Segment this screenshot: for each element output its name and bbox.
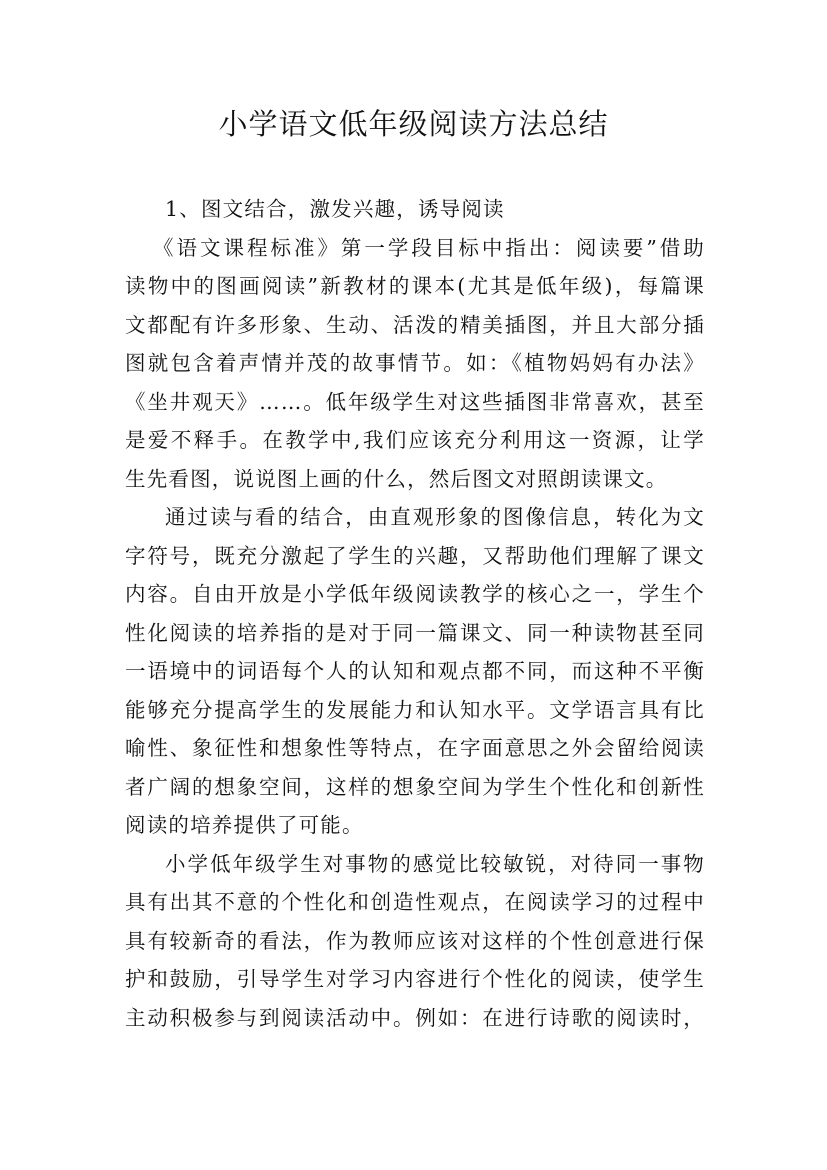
section-heading: 1、图文结合，激发兴趣，诱导阅读: [165, 197, 505, 221]
paragraph-line: 主动积极参与到阅读活动中。例如：在进行诗歌的阅读时，: [125, 1005, 705, 1030]
paragraph-line: 具有出其不意的个性化和创造性观点，在阅读学习的过程中: [125, 890, 705, 914]
paragraph-line: 阅读的培养提供了可能。: [125, 813, 364, 837]
document-body: [125, 190, 705, 1037]
paragraph-line: 图就包含着声情并茂的故事情节。如：《植物妈妈有办法》: [125, 351, 705, 375]
paragraph-line: 一语境中的词语每个人的认知和观点都不同，而这种不平衡: [125, 659, 705, 683]
paragraph-line: 《坐井观天》……。低年级学生对这些插图非常喜欢，甚至: [125, 389, 705, 414]
paragraph-line: 是爱不释手。在教学中,我们应该充分利用这一资源，让学: [125, 428, 705, 452]
paragraph-line: 者广阔的想象空间，这样的想象空间为学生个性化和创新性: [125, 774, 705, 799]
document-title: 小学语文低年级阅读方法总结: [218, 107, 609, 141]
paragraph-line: 护和鼓励，引导学生对学习内容进行个性化的阅读，使学生: [125, 967, 705, 991]
paragraph-line: 能够充分提高学生的发展能力和认知水平。文学语言具有比: [125, 697, 705, 722]
paragraph-line: 字符号，既充分激起了学生的兴趣，又帮助他们理解了课文: [125, 543, 705, 568]
paragraph-line: 内容。自由开放是小学低年级阅读教学的核心之一，学生个: [125, 582, 705, 606]
paragraph-line: 具有较新奇的看法，作为教师应该对这样的个性创意进行保: [125, 928, 705, 953]
paragraph-line: 小学低年级学生对事物的感觉比较敏锐，对待同一事物: [165, 851, 705, 876]
paragraph-line: 性化阅读的培养指的是对于同一篇课文、同一种读物甚至同: [125, 620, 705, 645]
paragraph-line: 通过读与看的结合，由直观形象的图像信息，转化为文: [165, 505, 705, 529]
paragraph-line: 生先看图，说说图上画的什么，然后图文对照朗读课文。: [125, 466, 668, 491]
paragraph-line: 《语文课程标准》第一学段目标中指出：阅读要”借助: [153, 235, 705, 260]
paragraph-line: 文都配有许多形象、生动、活泼的精美插图，并且大部分插: [125, 312, 705, 337]
paragraph-line: 喻性、象征性和想象性等特点，在字面意思之外会留给阅读: [125, 736, 705, 760]
paragraph-line: 读物中的图画阅读”新教材的课本(尤其是低年级)，每篇课: [125, 274, 705, 298]
